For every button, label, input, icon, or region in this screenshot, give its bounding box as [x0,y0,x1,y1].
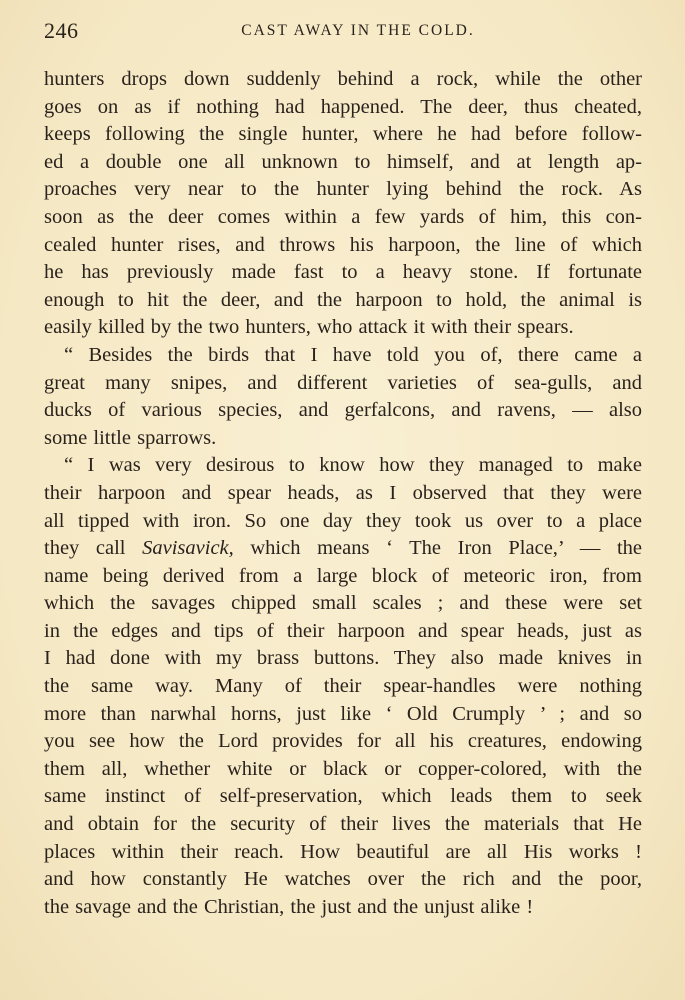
text-segment: they call [44,537,143,560]
text-line: the same way. Many of their spear-handles were nothing [44,675,642,698]
text-line: hunters drops down suddenly behind a rock, while the other [44,68,642,90]
text-line: you see how the Lord provides for all his creatures, endowing [44,730,642,753]
text-line: and how constantly He watches over the rich and the poor, [44,868,642,891]
text-line: which the savages chipped small scales ; and these were set [44,592,642,615]
italic-place-name: Savisavick, [142,537,234,560]
text-line: them all, whether white or black or copper-colored, with the [44,757,642,780]
text-line: I had done with my brass buttons. They also made knives in [44,647,642,670]
text-line: all tipped with iron. So one day they took us over to a place [44,509,642,532]
text-line: and obtain for the security of their lives the materials that He [44,813,642,836]
text-line: easily killed by the two hunters, who attack it with their spears. [44,316,574,339]
text-segment: which means ‘ The Iron Place,’ — the [233,537,642,560]
text-line: places within their reach. How beautiful are all His works ! [44,840,642,863]
text-line: proaches very near to the hunter lying behind the rock. As [44,178,642,201]
text-line: keeps following the single hunter, where he had before follow- [44,123,642,146]
text-line: enough to hit the deer, and the harpoon to hold, the animal is [44,288,642,311]
text-line: in the edges and tips of their harpoon and spear heads, just as [44,619,642,642]
running-head [44,18,642,46]
text-line: ed a double one all unknown to himself, and at length ap- [44,150,642,173]
text-line: great many snipes, and different varieties of sea-gulls, and [44,371,642,394]
running-title: CAST AWAY IN THE COLD. [241,22,475,39]
text-line: some little sparrows. [44,426,217,449]
text-line: their harpoon and spear heads, as I observed that they were [44,481,642,504]
body-text [44,66,642,921]
text-line: ducks of various species, and gerfalcons, and ravens, — also [44,399,642,422]
text-line: more than narwhal horns, just like ‘ Old Crumply ’ ; and so [44,702,642,725]
text-line: cealed hunter rises, and throws his harpoon, the line of which [44,233,642,256]
text-line: he has previously made fast to a heavy stone. If fortunate [44,261,642,284]
text-line: “ I was very desirous to know how they managed to make [64,454,642,477]
text-line: “ Besides the birds that I have told you of, there came a [64,343,642,366]
text-line: soon as the deer comes within a few yards of him, this con- [44,205,642,228]
page-number: 246 [44,18,79,43]
text-line [44,535,642,563]
text-line: same instinct of self-preservation, which leads them to seek [44,785,642,808]
text-line: the savage and the Christian, the just and the unjust alike ! [44,895,534,918]
text-line: name being derived from a large block of meteoric iron, from [44,564,642,587]
text-line: goes on as if nothing had happened. The deer, thus cheated, [44,95,642,118]
